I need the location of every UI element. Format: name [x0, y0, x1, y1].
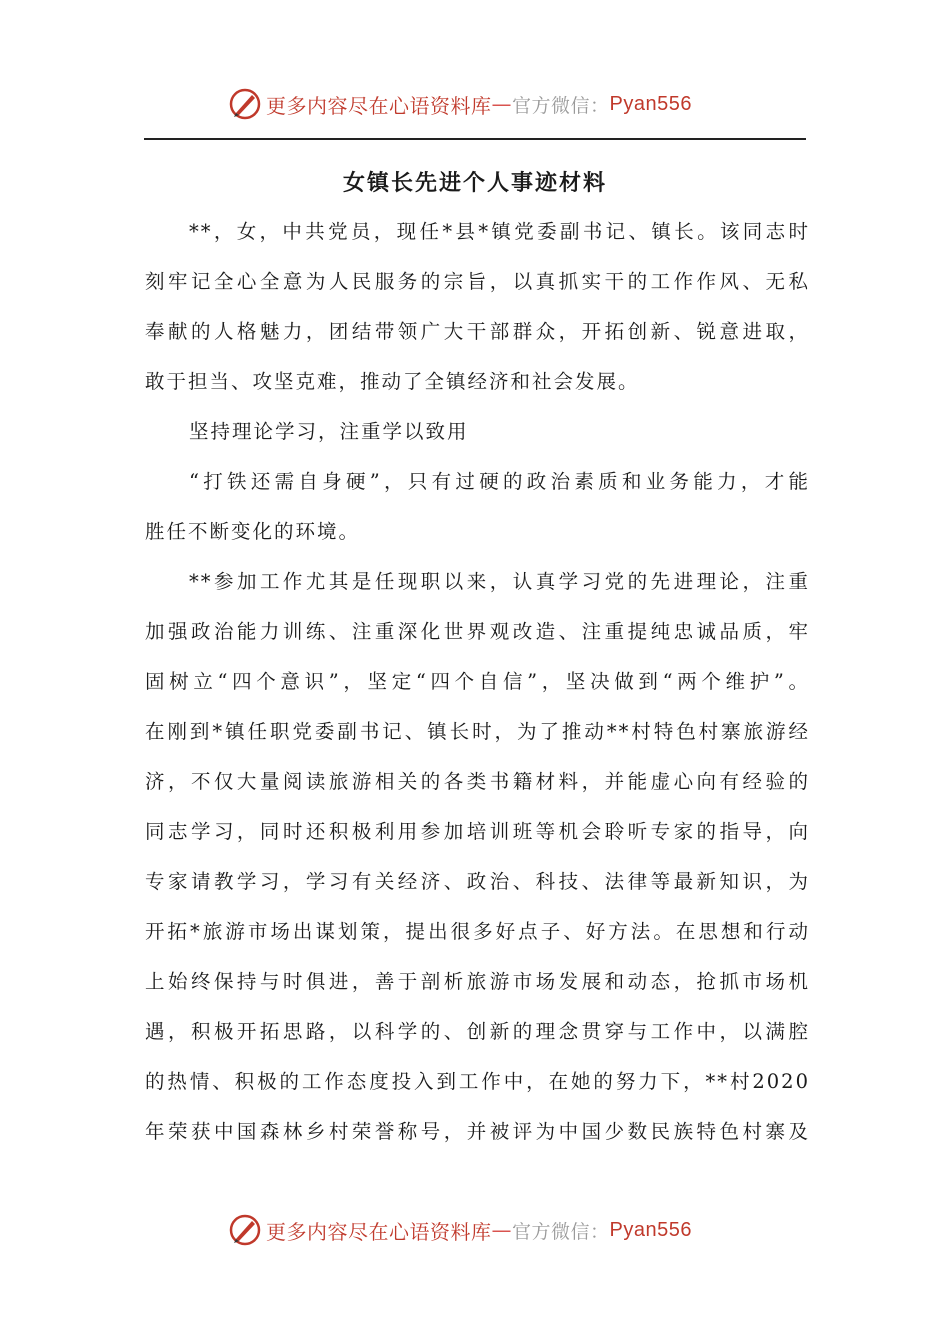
body-text-line: 专家请教学习，学习有关经济、政治、科技、法律等最新知识，为	[145, 870, 810, 893]
body-text-line: “打铁还需自身硬”，只有过硬的政治素质和业务能力，才能	[189, 470, 810, 493]
document-body	[145, 212, 810, 1162]
body-text-line: 年荣获中国森林乡村荣誉称号，并被评为中国少数民族特色村寨及	[145, 1120, 810, 1143]
body-text-line: 坚持理论学习，注重学以致用	[189, 420, 469, 443]
body-text-line: **，女，中共党员，现任*县*镇党委副书记、镇长。该同志时	[189, 220, 810, 243]
body-text-line: 固树立“四个意识”，坚定“四个自信”，坚决做到“两个维护”。	[145, 670, 810, 693]
pen-logo-icon	[228, 87, 262, 121]
body-text-line: 开拓*旅游市场出谋划策，提出很多好点子、好方法。在思想和行动	[145, 920, 810, 943]
banner-brand-text: 更多内容尽在心语资料库	[266, 93, 492, 118]
body-text-line: 上始终保持与时俱进，善于剖析旅游市场发展和动态，抢抓市场机	[145, 970, 810, 993]
header-banner	[228, 86, 748, 122]
banner-dash: —	[491, 1218, 512, 1242]
banner-brand-text: 更多内容尽在心语资料库	[266, 1219, 492, 1244]
body-text-line: 的热情、积极的工作态度投入到工作中，在她的努力下，**村2020	[145, 1070, 810, 1093]
document-title: 女镇长先进个人事迹材料	[342, 170, 607, 196]
banner-dash: —	[491, 92, 512, 116]
banner-wechat-id: Pyan556	[609, 92, 692, 115]
body-text-line: 同志学习，同时还积极利用参加培训班等机会聆听专家的指导，向	[145, 820, 810, 843]
pen-logo-icon	[228, 1213, 262, 1247]
body-text-line: 在刚到*镇任职党委副书记、镇长时，为了推动**村特色村寨旅游经	[145, 720, 810, 743]
footer-banner	[228, 1212, 748, 1248]
body-text-line: 遇，积极开拓思路，以科学的、创新的理念贯穿与工作中，以满腔	[145, 1020, 810, 1043]
header-divider	[144, 138, 806, 140]
body-text-line: 刻牢记全心全意为人民服务的宗旨，以真抓实干的工作作风、无私	[145, 270, 810, 293]
banner-wechat-id: Pyan556	[609, 1218, 692, 1241]
banner-sub-text: 官方微信：	[512, 94, 610, 117]
banner-sub-text: 官方微信：	[512, 1220, 610, 1243]
body-text-line: 加强政治能力训练、注重深化世界观改造、注重提纯忠诚品质，牢	[145, 620, 810, 643]
body-text-line: **参加工作尤其是任现职以来，认真学习党的先进理论，注重	[189, 570, 810, 593]
body-text-line: 奉献的人格魅力，团结带领广大干部群众，开拓创新、锐意进取，	[145, 320, 810, 343]
body-text-line: 济，不仅大量阅读旅游相关的各类书籍材料，并能虚心向有经验的	[145, 770, 810, 793]
body-text-line: 胜任不断变化的环境。	[145, 520, 361, 543]
body-text-line: 敢于担当、攻坚克难，推动了全镇经济和社会发展。	[145, 370, 640, 393]
